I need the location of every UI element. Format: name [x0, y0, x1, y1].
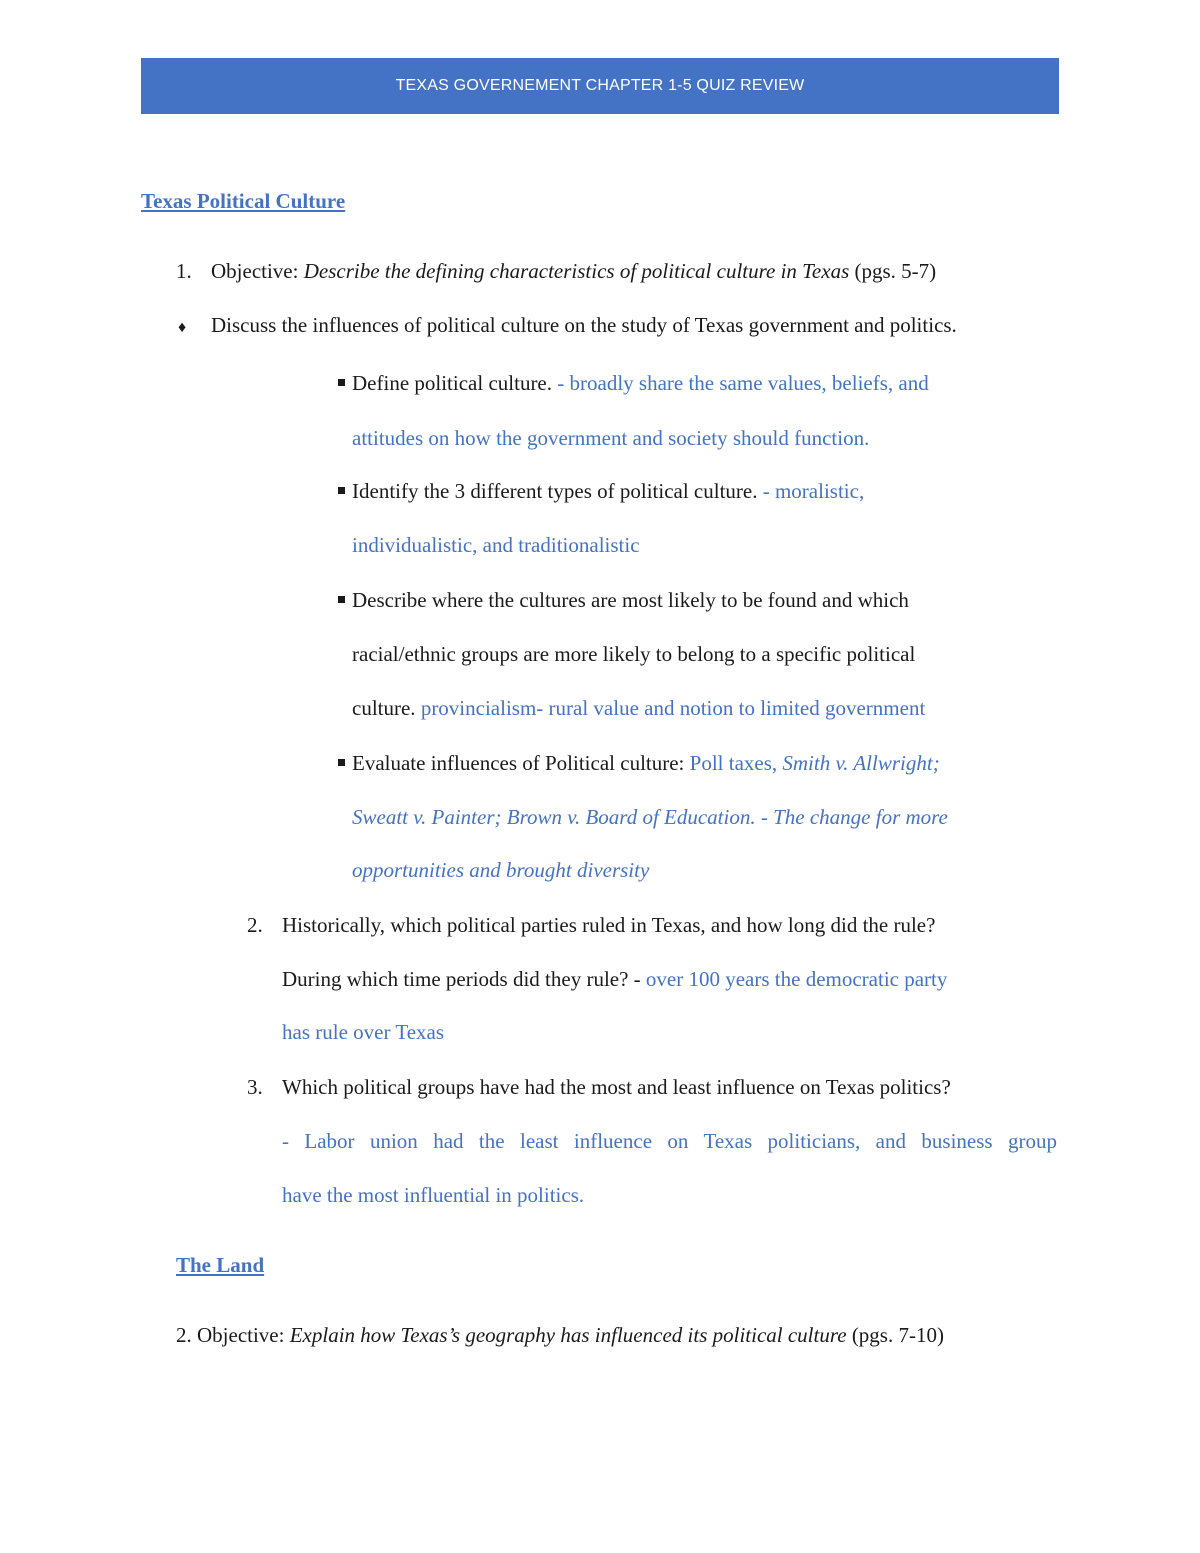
square-bullet-icon	[338, 759, 345, 766]
question-2	[247, 912, 935, 938]
sub-item-identify-text: Identify the 3 different types of political culture.	[352, 479, 763, 503]
question-2-number: 2.	[247, 913, 263, 937]
question-2-prefix: During which time periods did they rule? -	[282, 967, 646, 991]
document-header-title: TEXAS GOVERNEMENT CHAPTER 1-5 QUIZ REVIEW	[395, 77, 805, 94]
objective-1-label: Objective:	[211, 259, 304, 283]
sub-item-define-text: Define political culture.	[352, 371, 558, 395]
square-bullet-icon	[338, 487, 345, 494]
question-3-line1: Which political groups have had the most and least influence on Texas politics?	[282, 1075, 951, 1099]
question-3-answer-line1: - Labor union had the least influence on Texas politicians, and business group	[282, 1129, 1057, 1153]
sub-item-describe-line3	[352, 695, 925, 721]
sub-item-describe-answer: provincialism- rural value and notion to limited government	[420, 696, 926, 720]
objective-2	[176, 1322, 944, 1348]
objective-1-pages: (pgs. 5-7)	[849, 259, 937, 283]
diamond-bullet-icon: ♦	[178, 319, 187, 336]
sub-item-describe-line1: Describe where the cultures are most likely to be found and which	[352, 588, 909, 612]
sub-item-describe	[338, 587, 909, 613]
question-3	[247, 1074, 951, 1100]
sub-item-identify	[338, 478, 864, 504]
sub-item-evaluate-answer-italic: Smith v. Allwright;	[782, 751, 940, 775]
sub-item-identify-answer-cont: individualistic, and traditionalistic	[352, 533, 640, 557]
sub-item-evaluate-answer-line2: Sweatt v. Painter; Brown v. Board of Education. - The change for more	[352, 805, 948, 829]
sub-item-evaluate-answer-plain: Poll taxes,	[689, 751, 783, 775]
objective-1-text: Describe the defining characteristics of political culture in Texas	[303, 259, 850, 283]
sub-item-identify-answer: - moralistic,	[762, 479, 865, 503]
question-2-line2	[282, 966, 947, 992]
section-heading-the-land: The Land	[176, 1253, 265, 1277]
document-header-bar	[141, 58, 1059, 114]
diamond-bullet-text: Discuss the influences of political culture on the study of Texas government and politics.	[211, 313, 957, 337]
question-2-line1: Historically, which political parties ruled in Texas, and how long did the rule?	[282, 913, 936, 937]
sub-item-define-answer: - broadly share the same values, beliefs, and	[557, 371, 929, 395]
section-heading-texas-political-culture: Texas Political Culture	[141, 189, 346, 213]
question-2-answer: over 100 years the democratic party	[645, 967, 948, 991]
square-bullet-icon	[338, 379, 345, 386]
sub-item-define-answer-cont: attitudes on how the government and society should function.	[352, 426, 870, 450]
sub-item-describe-prefix: culture.	[352, 696, 421, 720]
objective-1	[176, 258, 936, 284]
sub-item-describe-line2: racial/ethnic groups are more likely to belong to a specific political	[352, 642, 916, 666]
objective-1-number: 1.	[176, 259, 192, 283]
objective-2-text: Explain how Texas’s geography has influenced its political culture	[289, 1323, 847, 1347]
diamond-bullet-item	[178, 312, 957, 341]
square-bullet-icon	[338, 596, 345, 603]
sub-item-evaluate-text: Evaluate influences of Political culture:	[352, 751, 690, 775]
objective-2-label: 2. Objective:	[176, 1323, 290, 1347]
objective-2-pages: (pgs. 7-10)	[846, 1323, 944, 1347]
sub-item-evaluate	[338, 750, 940, 776]
question-3-answer-line2: have the most influential in politics.	[282, 1183, 585, 1207]
sub-item-evaluate-answer-line3: opportunities and brought diversity	[352, 858, 650, 882]
question-3-number: 3.	[247, 1075, 263, 1099]
sub-item-define	[338, 370, 929, 396]
question-2-answer-cont: has rule over Texas	[282, 1020, 445, 1044]
